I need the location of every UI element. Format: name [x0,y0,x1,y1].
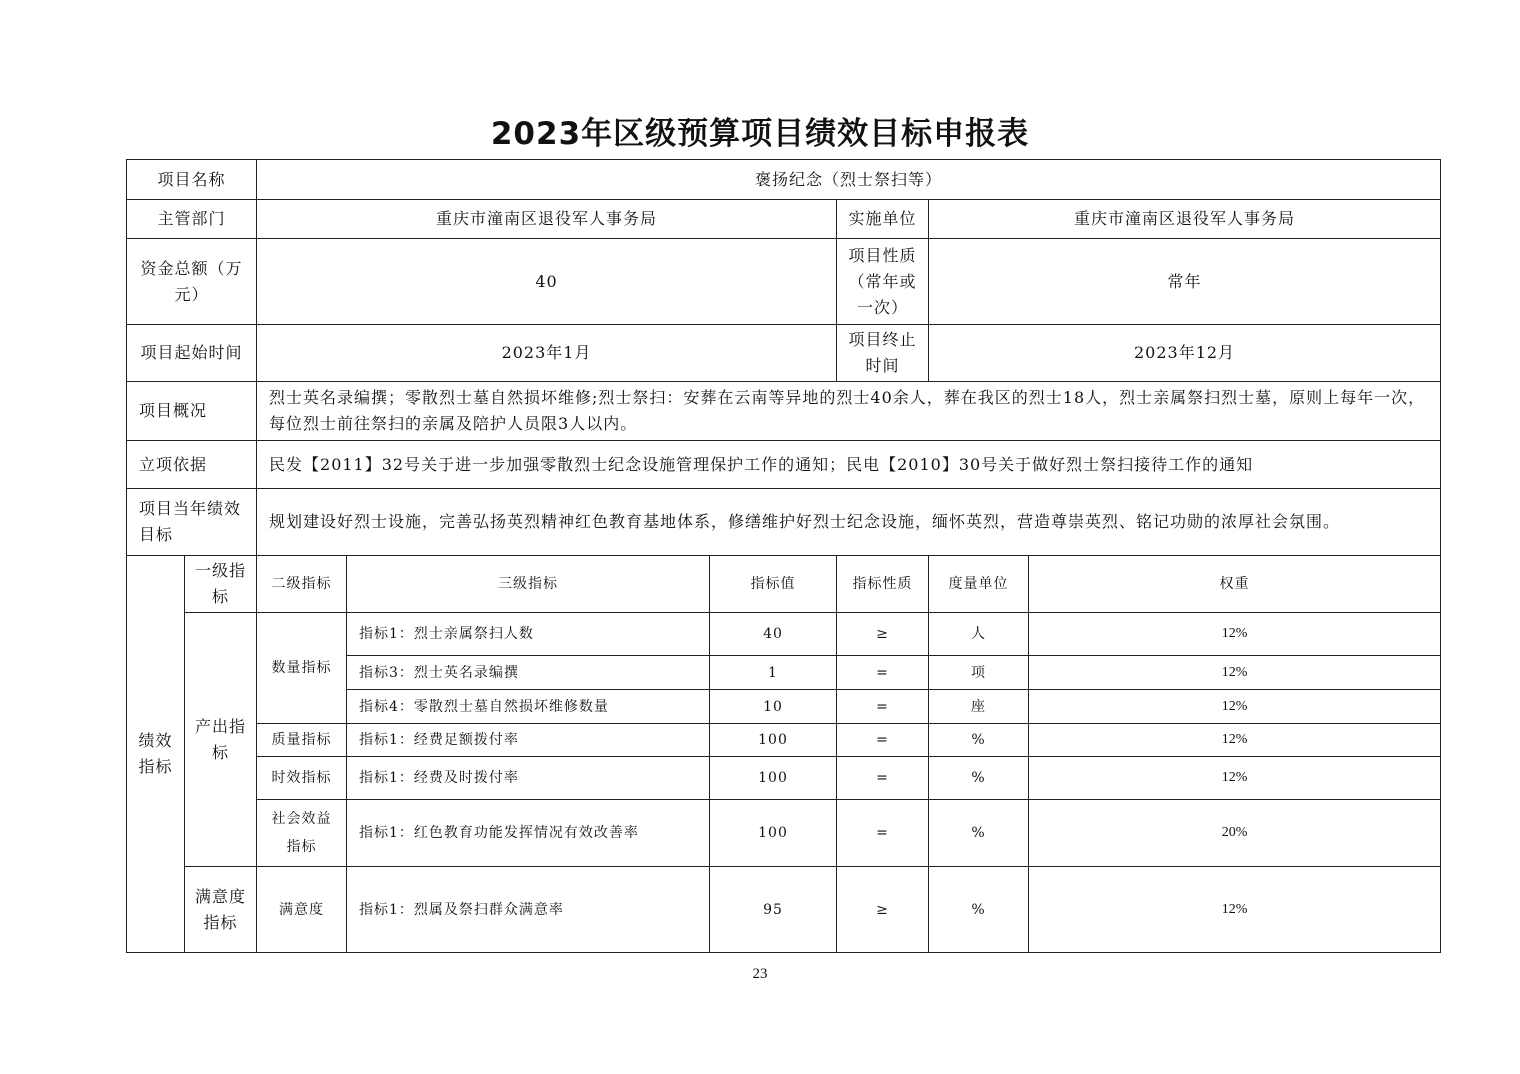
indicator-value: 100 [710,724,837,757]
table-row [127,867,1441,953]
label-department: 主管部门 [127,200,257,239]
row-annual-goal [127,489,1441,556]
header-level1: 一级指标 [185,556,257,613]
subgroup-timeliness: 时效指标 [257,757,347,800]
indicator-unit: 项 [929,656,1029,690]
indicator-weight: 12% [1029,867,1441,953]
header-weight: 权重 [1029,556,1441,613]
row-time [127,325,1441,382]
indicator-value: 100 [710,757,837,800]
value-overview: 烈士英名录编撰；零散烈士墓自然损坏维修;烈士祭扫：安葬在云南等异地的烈士40余人，葬在我区的烈士18人，烈士亲属祭扫烈士墓，原则上每年一次，每位烈士前往祭扫的亲属及陪护人员限3人以内。 [257,382,1441,441]
table-row [127,724,1441,757]
label-project-name: 项目名称 [127,160,257,200]
group-satisfaction: 满意度指标 [185,867,257,953]
label-overview: 项目概况 [127,382,257,441]
label-fund-total: 资金总额（万元） [127,239,257,325]
indicator-unit: % [929,757,1029,800]
header-value: 指标值 [710,556,837,613]
label-performance: 绩效指标 [127,556,185,953]
value-project-name: 褒扬纪念（烈士祭扫等） [257,160,1441,200]
indicator-name: 指标1：烈士亲属祭扫人数 [347,613,710,656]
indicator-unit: 座 [929,690,1029,724]
label-annual-goal: 项目当年绩效目标 [127,489,257,556]
indicator-value: 1 [710,656,837,690]
header-unit: 度量单位 [929,556,1029,613]
table-row [127,613,1441,656]
label-end-time: 项目终止时间 [837,325,929,382]
indicator-name: 指标1：红色教育功能发挥情况有效改善率 [347,800,710,867]
indicator-nature: = [837,800,929,867]
value-annual-goal: 规划建设好烈士设施，完善弘扬英烈精神红色教育基地体系，修缮维护好烈士纪念设施，缅怀英烈，营造尊崇英烈、铭记功勋的浓厚社会氛围。 [257,489,1441,556]
value-project-nature: 常年 [929,239,1441,325]
indicator-weight: 12% [1029,656,1441,690]
indicator-value: 10 [710,690,837,724]
value-end-time: 2023年12月 [929,325,1441,382]
value-fund-total: 40 [257,239,837,325]
header-nature: 指标性质 [837,556,929,613]
indicator-unit: % [929,867,1029,953]
indicator-name: 指标1：经费及时拨付率 [347,757,710,800]
indicator-header-row [127,556,1441,613]
indicator-name: 指标3：烈士英名录编撰 [347,656,710,690]
row-fund [127,239,1441,325]
value-start-time: 2023年1月 [257,325,837,382]
header-level2: 二级指标 [257,556,347,613]
indicator-nature: = [837,757,929,800]
label-project-nature: 项目性质（常年或一次） [837,239,929,325]
table-row [127,800,1441,867]
indicator-value: 100 [710,800,837,867]
performance-form-table [126,159,1441,953]
indicator-nature: ≥ [837,613,929,656]
indicator-nature: = [837,690,929,724]
subgroup-social: 社会效益指标 [257,800,347,867]
indicator-value: 95 [710,867,837,953]
label-impl-unit: 实施单位 [837,200,929,239]
indicator-nature: = [837,724,929,757]
indicator-name: 指标4：零散烈士墓自然损坏维修数量 [347,690,710,724]
indicator-nature: = [837,656,929,690]
row-project-name [127,160,1441,200]
indicator-weight: 20% [1029,800,1441,867]
indicator-weight: 12% [1029,690,1441,724]
value-department: 重庆市潼南区退役军人事务局 [257,200,837,239]
indicator-name: 指标1：经费足额拨付率 [347,724,710,757]
header-level3: 三级指标 [347,556,710,613]
indicator-unit: % [929,724,1029,757]
indicator-weight: 12% [1029,613,1441,656]
indicator-nature: ≥ [837,867,929,953]
label-basis: 立项依据 [127,441,257,489]
indicator-weight: 12% [1029,724,1441,757]
value-impl-unit: 重庆市潼南区退役军人事务局 [929,200,1441,239]
value-basis: 民发【2011】32号关于进一步加强零散烈士纪念设施管理保护工作的通知；民电【2010】30号关于做好烈士祭扫接待工作的通知 [257,441,1441,489]
label-start-time: 项目起始时间 [127,325,257,382]
subgroup-quantity: 数量指标 [257,613,347,724]
row-basis [127,441,1441,489]
indicator-name: 指标1：烈属及祭扫群众满意率 [347,867,710,953]
table-row [127,757,1441,800]
indicator-unit: 人 [929,613,1029,656]
indicator-value: 40 [710,613,837,656]
row-overview [127,382,1441,441]
indicator-unit: % [929,800,1029,867]
group-output: 产出指标 [185,613,257,867]
subgroup-quality: 质量指标 [257,724,347,757]
row-department [127,200,1441,239]
page-number: 23 [752,966,768,982]
subgroup-satisfaction: 满意度 [257,867,347,953]
page-title: 2023年区级预算项目绩效目标申报表 [490,116,1030,152]
indicator-weight: 12% [1029,757,1441,800]
